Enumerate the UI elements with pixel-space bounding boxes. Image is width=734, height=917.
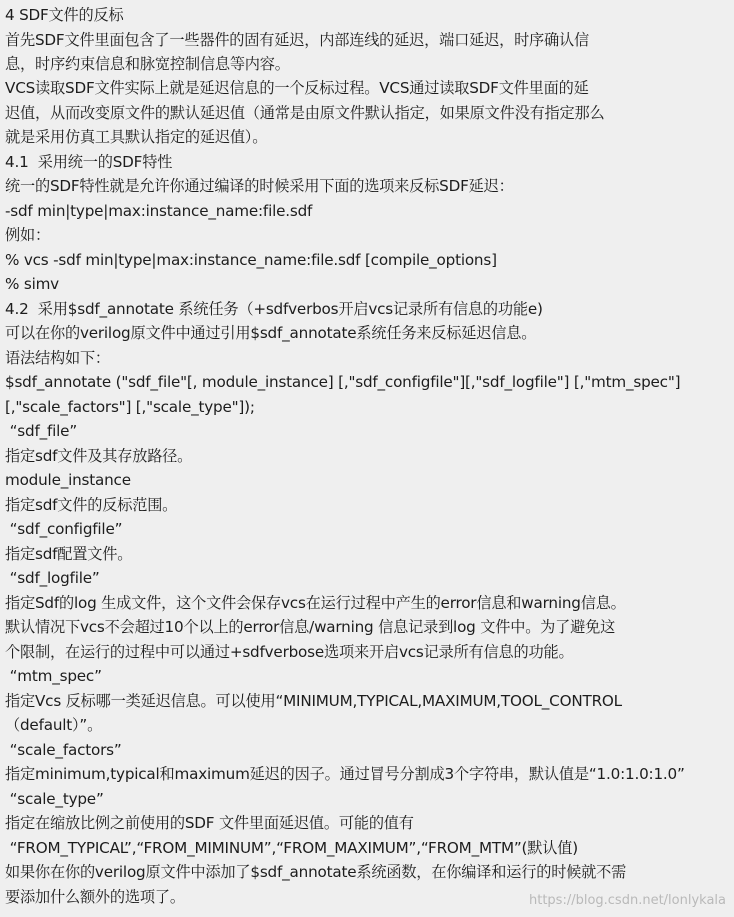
text-line: 个限制，在运行的过程中可以通过+sdfverbose选项来开启vcs记录所有信息的功能。 (5, 643, 574, 661)
text-line: 如果你在你的verilog原文件中添加了$sdf_annotate系统函数，在你编译和运行的时候就不需 (5, 863, 627, 881)
code-line: % simv (5, 275, 59, 293)
watermark: https://blog.csdn.net/lonlykala (528, 893, 726, 908)
code-line: [,"scale_factors"] [,"scale_type"]); (5, 398, 255, 416)
text-line: 例如： (5, 226, 50, 244)
text-line: 指定sdf配置文件。 (5, 545, 133, 563)
code-line: % vcs -sdf min|type|max:instance_name:file.sdf [compile_options] (5, 251, 497, 269)
text-line: 默认情况下vcs不会超过10个以上的error信息/warning 信息记录到log 文件中。为了避免这 (5, 618, 616, 636)
text-line: 统一的SDF特性就是允许你通过编译的时候采用下面的选项来反标SDF延迟： (5, 177, 514, 195)
code-line: -sdf min|type|max:instance_name:file.sdf (5, 202, 313, 220)
term-line: “sdf_logfile” (5, 569, 100, 587)
text-line: 迟值，从而改变原文件的默认延迟值（通常是由原文件默认指定，如果原文件没有指定那么 (5, 104, 605, 122)
text-line: 可以在你的verilog原文件中通过引用$sdf_annotate系统任务来反标延迟信息。 (5, 324, 537, 342)
subsection-heading: 4.1 采用统一的SDF特性 (5, 153, 173, 171)
text-line: 就是采用仿真工具默认指定的延迟值）。 (5, 128, 268, 146)
text-line: 首先SDF文件里面包含了一些器件的固有延迟，内部连线的延迟，端口延迟，时序确认信 (5, 31, 590, 49)
text-line: 指定Sdf的log 生成文件，这个文件会保存vcs在运行过程中产生的error信息和warning信息。 (5, 594, 626, 612)
text-line: 指定Vcs 反标哪一类延迟信息。可以使用“MINIMUM,TYPICAL,MAXIMUM,TOOL_CONTROL (5, 692, 622, 710)
text-line: 要添加什么额外的选项了。 (5, 888, 185, 906)
text-line: 指定sdf文件及其存放路径。 (5, 447, 193, 465)
subsection-heading: 4.2 采用$sdf_annotate 系统任务（+sdfverbos开启vcs记录所有信息的功能e) (5, 300, 543, 318)
term-line: “sdf_configfile” (5, 520, 123, 538)
term-line: “sdf_file” (5, 422, 77, 440)
text-line: （default）”。 (5, 716, 103, 734)
text-line: 指定sdf文件的反标范围。 (5, 496, 178, 514)
text-line: 息，时序约束信息和脉宽控制信息等内容。 (5, 55, 290, 73)
text-line: 语法结构如下： (5, 349, 110, 367)
text-line: “FROM_TYPICAL”,“FROM_MIMINUM”,“FROM_MAXIMUM”,“FROM_MTM”(默认值) (5, 839, 578, 857)
term-line: “scale_type” (5, 790, 104, 808)
text-line: 指定在缩放比例之前使用的SDF 文件里面延迟值。可能的值有 (5, 814, 414, 832)
term-line: “scale_factors” (5, 741, 122, 759)
section-heading: 4 SDF文件的反标 (5, 6, 124, 24)
text-line: VCS读取SDF文件实际上就是延迟信息的一个反标过程。VCS通过读取SDF文件里面的延 (5, 79, 589, 97)
text-line: 指定minimum,typical和maximum延迟的因子。通过冒号分割成3个字符串，默认值是“1.0:1.0:1.0” (5, 765, 685, 783)
term-line: “mtm_spec” (5, 667, 102, 685)
code-line: $sdf_annotate ("sdf_file"[, module_instance] [,"sdf_configfile"][,"sdf_logfile"] [,"mtm_spec"] (5, 373, 681, 391)
term-line: module_instance (5, 471, 131, 489)
